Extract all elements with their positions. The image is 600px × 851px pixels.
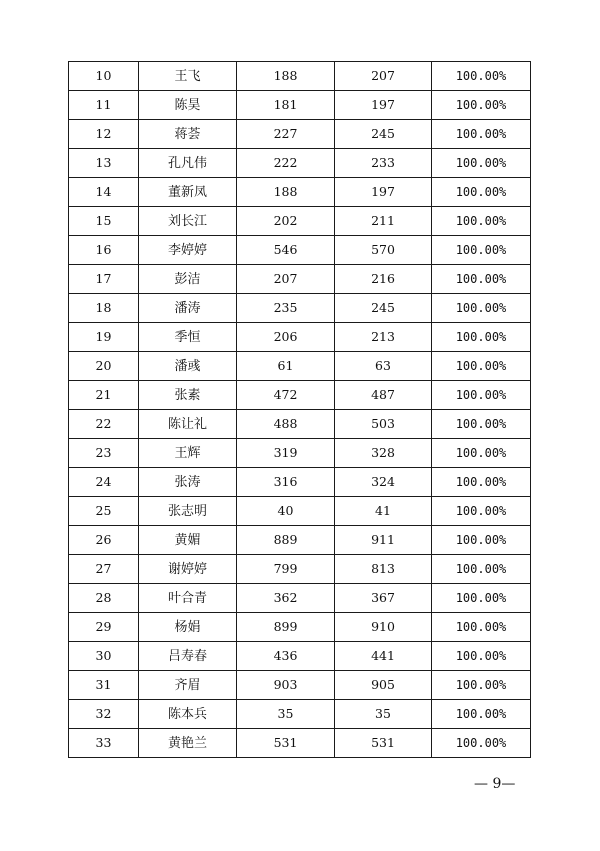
rate-cell: 100.00% — [432, 381, 531, 410]
name-cell: 张素 — [139, 381, 237, 410]
value-a-cell: 899 — [237, 613, 335, 642]
name-cell: 叶合青 — [139, 584, 237, 613]
value-a-cell: 227 — [237, 120, 335, 149]
row-number-cell: 30 — [69, 642, 139, 671]
table-row — [69, 642, 531, 671]
row-number-cell: 13 — [69, 149, 139, 178]
name-cell: 陈昊 — [139, 91, 237, 120]
value-a-cell: 207 — [237, 265, 335, 294]
value-b-cell: 503 — [335, 410, 432, 439]
data-table-container — [68, 61, 530, 758]
rate-cell: 100.00% — [432, 526, 531, 555]
row-number-cell: 17 — [69, 265, 139, 294]
name-cell: 张涛 — [139, 468, 237, 497]
rate-cell: 100.00% — [432, 294, 531, 323]
table-row — [69, 613, 531, 642]
row-number-cell: 16 — [69, 236, 139, 265]
rate-cell: 100.00% — [432, 410, 531, 439]
value-b-cell: 197 — [335, 91, 432, 120]
table-row — [69, 584, 531, 613]
value-a-cell: 799 — [237, 555, 335, 584]
rate-cell: 100.00% — [432, 555, 531, 584]
data-table — [68, 61, 531, 758]
rate-cell: 100.00% — [432, 178, 531, 207]
table-row — [69, 323, 531, 352]
name-cell: 彭洁 — [139, 265, 237, 294]
value-a-cell: 488 — [237, 410, 335, 439]
value-b-cell: 487 — [335, 381, 432, 410]
name-cell: 黄艳兰 — [139, 729, 237, 758]
name-cell: 董新凤 — [139, 178, 237, 207]
value-a-cell: 181 — [237, 91, 335, 120]
row-number-cell: 26 — [69, 526, 139, 555]
row-number-cell: 32 — [69, 700, 139, 729]
rate-cell: 100.00% — [432, 584, 531, 613]
value-a-cell: 61 — [237, 352, 335, 381]
name-cell: 潘涛 — [139, 294, 237, 323]
rate-cell: 100.00% — [432, 91, 531, 120]
value-b-cell: 245 — [335, 120, 432, 149]
value-b-cell: 911 — [335, 526, 432, 555]
value-b-cell: 531 — [335, 729, 432, 758]
table-row — [69, 555, 531, 584]
table-row — [69, 381, 531, 410]
value-a-cell: 40 — [237, 497, 335, 526]
row-number-cell: 24 — [69, 468, 139, 497]
table-row — [69, 671, 531, 700]
name-cell: 吕寿春 — [139, 642, 237, 671]
name-cell: 王飞 — [139, 62, 237, 91]
rate-cell: 100.00% — [432, 700, 531, 729]
table-row — [69, 497, 531, 526]
rate-cell: 100.00% — [432, 497, 531, 526]
row-number-cell: 15 — [69, 207, 139, 236]
name-cell: 李婷婷 — [139, 236, 237, 265]
value-a-cell: 319 — [237, 439, 335, 468]
rate-cell: 100.00% — [432, 613, 531, 642]
row-number-cell: 23 — [69, 439, 139, 468]
name-cell: 黄媚 — [139, 526, 237, 555]
rate-cell: 100.00% — [432, 207, 531, 236]
page-number: — 9— — [474, 776, 516, 792]
table-row — [69, 439, 531, 468]
rate-cell: 100.00% — [432, 149, 531, 178]
rate-cell: 100.00% — [432, 62, 531, 91]
row-number-cell: 27 — [69, 555, 139, 584]
row-number-cell: 33 — [69, 729, 139, 758]
value-a-cell: 206 — [237, 323, 335, 352]
row-number-cell: 21 — [69, 381, 139, 410]
value-a-cell: 546 — [237, 236, 335, 265]
value-b-cell: 233 — [335, 149, 432, 178]
rate-cell: 100.00% — [432, 265, 531, 294]
row-number-cell: 20 — [69, 352, 139, 381]
rate-cell: 100.00% — [432, 120, 531, 149]
value-b-cell: 570 — [335, 236, 432, 265]
value-b-cell: 328 — [335, 439, 432, 468]
value-b-cell: 197 — [335, 178, 432, 207]
table-row — [69, 294, 531, 323]
name-cell: 陈让礼 — [139, 410, 237, 439]
name-cell: 孔凡伟 — [139, 149, 237, 178]
table-row — [69, 149, 531, 178]
value-b-cell: 910 — [335, 613, 432, 642]
rate-cell: 100.00% — [432, 642, 531, 671]
rate-cell: 100.00% — [432, 671, 531, 700]
row-number-cell: 18 — [69, 294, 139, 323]
value-a-cell: 903 — [237, 671, 335, 700]
value-a-cell: 202 — [237, 207, 335, 236]
row-number-cell: 29 — [69, 613, 139, 642]
table-row — [69, 352, 531, 381]
value-a-cell: 188 — [237, 62, 335, 91]
table-row — [69, 236, 531, 265]
name-cell: 齐眉 — [139, 671, 237, 700]
row-number-cell: 22 — [69, 410, 139, 439]
value-a-cell: 235 — [237, 294, 335, 323]
name-cell: 张志明 — [139, 497, 237, 526]
table-row — [69, 729, 531, 758]
value-a-cell: 472 — [237, 381, 335, 410]
value-a-cell: 889 — [237, 526, 335, 555]
value-b-cell: 245 — [335, 294, 432, 323]
table-body — [69, 62, 531, 758]
value-a-cell: 436 — [237, 642, 335, 671]
value-b-cell: 35 — [335, 700, 432, 729]
row-number-cell: 10 — [69, 62, 139, 91]
value-a-cell: 316 — [237, 468, 335, 497]
value-b-cell: 213 — [335, 323, 432, 352]
rate-cell: 100.00% — [432, 352, 531, 381]
value-b-cell: 324 — [335, 468, 432, 497]
row-number-cell: 28 — [69, 584, 139, 613]
value-a-cell: 222 — [237, 149, 335, 178]
name-cell: 季恒 — [139, 323, 237, 352]
value-a-cell: 188 — [237, 178, 335, 207]
table-row — [69, 468, 531, 497]
value-b-cell: 41 — [335, 497, 432, 526]
name-cell: 刘长江 — [139, 207, 237, 236]
name-cell: 蒋荟 — [139, 120, 237, 149]
table-row — [69, 207, 531, 236]
table-row — [69, 91, 531, 120]
value-b-cell: 905 — [335, 671, 432, 700]
value-b-cell: 813 — [335, 555, 432, 584]
name-cell: 陈本兵 — [139, 700, 237, 729]
value-a-cell: 531 — [237, 729, 335, 758]
rate-cell: 100.00% — [432, 323, 531, 352]
value-b-cell: 367 — [335, 584, 432, 613]
table-row — [69, 410, 531, 439]
table-row — [69, 700, 531, 729]
table-row — [69, 526, 531, 555]
table-row — [69, 178, 531, 207]
value-b-cell: 63 — [335, 352, 432, 381]
table-row — [69, 62, 531, 91]
rate-cell: 100.00% — [432, 439, 531, 468]
value-a-cell: 35 — [237, 700, 335, 729]
rate-cell: 100.00% — [432, 729, 531, 758]
table-row — [69, 120, 531, 149]
name-cell: 潘彧 — [139, 352, 237, 381]
value-b-cell: 207 — [335, 62, 432, 91]
value-b-cell: 211 — [335, 207, 432, 236]
row-number-cell: 25 — [69, 497, 139, 526]
name-cell: 杨娟 — [139, 613, 237, 642]
table-row — [69, 265, 531, 294]
value-b-cell: 441 — [335, 642, 432, 671]
row-number-cell: 31 — [69, 671, 139, 700]
rate-cell: 100.00% — [432, 236, 531, 265]
value-a-cell: 362 — [237, 584, 335, 613]
rate-cell: 100.00% — [432, 468, 531, 497]
row-number-cell: 12 — [69, 120, 139, 149]
value-b-cell: 216 — [335, 265, 432, 294]
row-number-cell: 11 — [69, 91, 139, 120]
name-cell: 谢婷婷 — [139, 555, 237, 584]
row-number-cell: 14 — [69, 178, 139, 207]
row-number-cell: 19 — [69, 323, 139, 352]
name-cell: 王辉 — [139, 439, 237, 468]
